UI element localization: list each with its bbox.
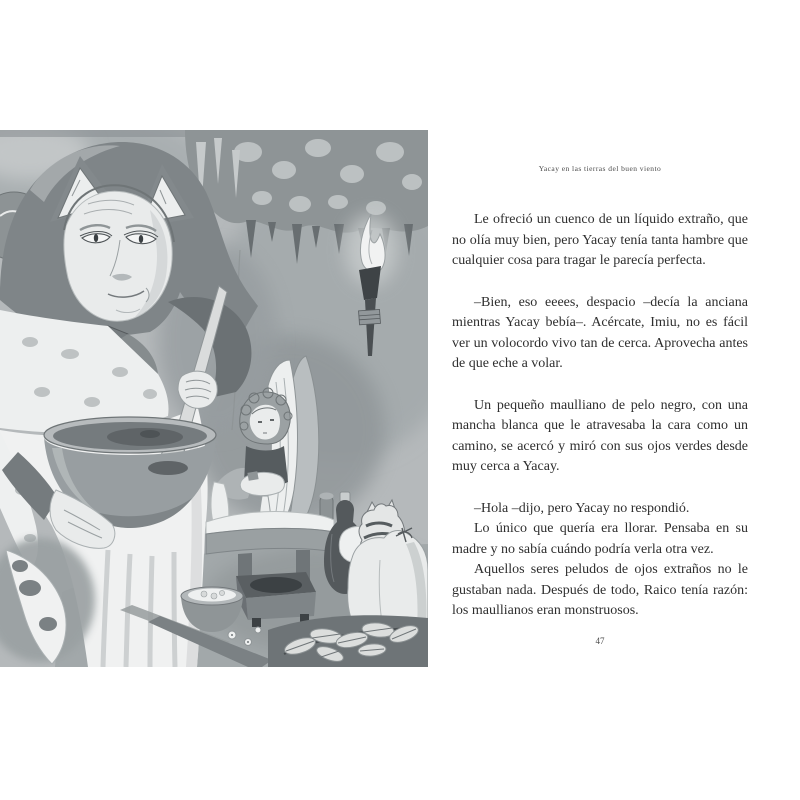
left-page-illustration <box>0 130 428 667</box>
running-header: Yacay en las tierras del buen viento <box>538 164 662 173</box>
paragraph-4: –Hola –dijo, pero Yacay no respondió. <box>474 500 690 516</box>
paragraph-3: Un pequeño maulliano de pelo negro, con una mancha blanca que le atravesaba la cara como un camino, se acercó y miró con sus ojos verdes desde muy cerca a Yacay. <box>452 397 748 474</box>
face <box>64 185 174 321</box>
gripping-hand <box>178 371 217 408</box>
paragraph-1: Le ofreció un cuenco de un líquido extraño, que no olía muy bien, pero Yacay tenía tanta hambre que cualquier cosa para tragar le parecía perfecta. <box>452 212 748 268</box>
paragraph-5: Lo único que quería era llorar. Pensaba en su madre y no sabía cuándo podría verla otra vez. <box>452 521 748 557</box>
paragraph-6: Aquellos seres peludos de ojos extraños no le gustaban nada. Después de todo, Raico tenía razón: los maullianos eran monstruosos. <box>452 562 748 618</box>
right-page <box>452 164 748 646</box>
paragraph-2: –Bien, eso eeees, despacio –decía la anciana mientras Yacay bebía–. Acércate, Imiu, no es fácil ver un volocordo vivo tan de cerca. Aprovecha antes de que eche a volar. <box>452 294 748 371</box>
child-arms <box>240 472 284 495</box>
illustration-svg <box>0 130 428 667</box>
page-number: 47 <box>595 635 605 646</box>
